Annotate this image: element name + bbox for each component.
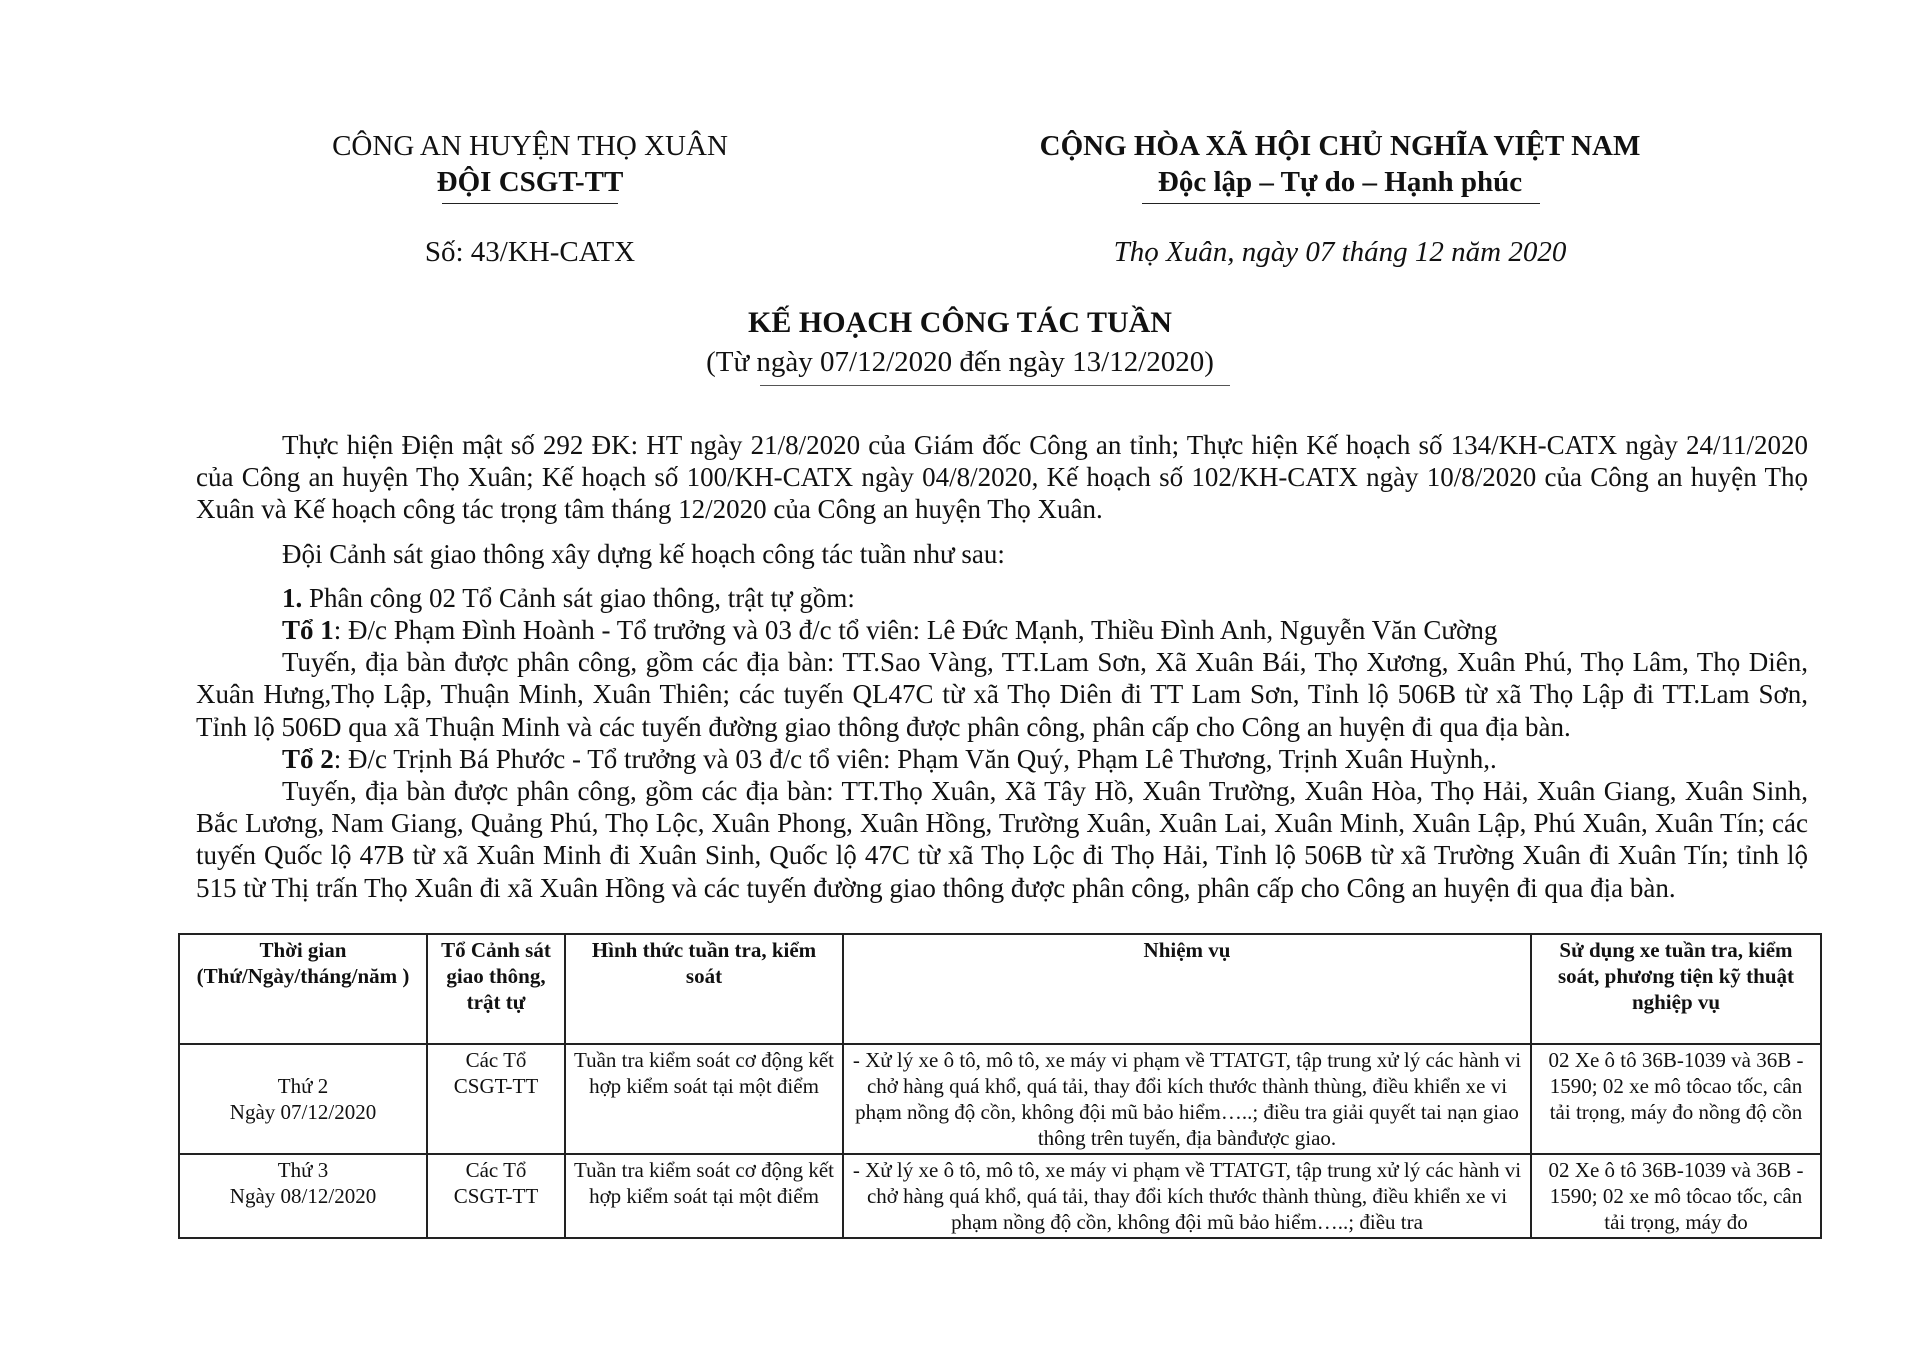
cell-day: Thứ 3 xyxy=(277,1158,329,1182)
unit-underline xyxy=(442,203,618,204)
cell-date: Ngày 07/12/2020 xyxy=(229,1100,377,1124)
header-form: Hình thức tuần tra, kiểm soát xyxy=(565,934,843,1044)
agency-name: CÔNG AN HUYỆN THỌ XUÂN xyxy=(332,130,728,162)
cell-time xyxy=(179,1044,427,1154)
table-row xyxy=(179,1044,1821,1154)
document-number: Số: 43/KH-CATX xyxy=(424,236,636,268)
nation-motto: Độc lập – Tự do – Hạnh phúc xyxy=(1157,166,1523,198)
team-1-line xyxy=(196,614,1808,646)
team-1-area: Tuyến, địa bàn được phân công, gồm các địa bàn: TT.Sao Vàng, TT.Lam Sơn, Xã Xuân Bái, Thọ Xương, Xuân Phú, Thọ Lâm, Thọ Diên, Xuân Hưng,Thọ Lập, Thuận Minh, Xuân Thiên; các tuyến QL47C từ xã Thọ Diên đi TT Lam Sơn, Tỉnh lộ 506B từ xã Thọ Lập đi TT.Lam Sơn, Tỉnh lộ 506D qua xã Thuận Minh và các tuyến đường giao thông được phân công, phân cấp cho Công an huyện đi qua địa bàn. xyxy=(196,647,1808,742)
cell-team: Các Tổ CSGT-TT xyxy=(427,1044,565,1154)
team-2-label: Tổ 2 xyxy=(282,743,334,774)
cell-day: Thứ 2 xyxy=(277,1074,329,1098)
table-row xyxy=(179,1154,1821,1238)
document-body xyxy=(196,429,1808,904)
cell-form: Tuần tra kiểm soát cơ động kết hợp kiểm soát tại một điểm xyxy=(565,1154,843,1238)
title-underline xyxy=(760,385,1230,386)
cell-vehicles: 02 Xe ô tô 36B-1039 và 36B - 1590; 02 xe mô tôcao tốc, cân tải trọng, máy đo nồng độ cồn xyxy=(1531,1044,1821,1154)
header-team: Tổ Cảnh sát giao thông, trật tự xyxy=(427,934,565,1044)
header-vehicles: Sử dụng xe tuần tra, kiểm soát, phương tiện kỹ thuật nghiệp vụ xyxy=(1531,934,1821,1044)
cell-date: Ngày 08/12/2020 xyxy=(229,1184,377,1208)
page-title: KẾ HOẠCH CÔNG TÁC TUẦN xyxy=(748,306,1172,339)
cell-task: - Xử lý xe ô tô, mô tô, xe máy vi phạm về TTATGT, tập trung xử lý các hành vi chở hàng quá khổ, quá tải, thay đổi kích thước thành thùng, điều khiển xe vi phạm nồng độ cồn, không đội mũ bảo hiểm…..; điều tra xyxy=(843,1154,1531,1238)
section-1-heading xyxy=(196,582,1808,614)
unit-name: ĐỘI CSGT-TT xyxy=(436,166,624,198)
lead-paragraph: Đội Cảnh sát giao thông xây dựng kế hoạch công tác tuần như sau: xyxy=(282,538,1005,569)
page-subtitle: (Từ ngày 07/12/2020 đến ngày 13/12/2020) xyxy=(706,346,1214,378)
cell-team: Các Tổ CSGT-TT xyxy=(427,1154,565,1238)
team-2-members: : Đ/c Trịnh Bá Phước - Tổ trưởng và 03 đ/c tổ viên: Phạm Văn Quý, Phạm Lê Thương, Trịnh Xuân Huỳnh,. xyxy=(333,743,1497,774)
cell-vehicles: 02 Xe ô tô 36B-1039 và 36B - 1590; 02 xe mô tôcao tốc, cân tải trọng, máy đo xyxy=(1531,1154,1821,1238)
header-time: Thời gian (Thứ/Ngày/tháng/năm ) xyxy=(179,934,427,1044)
weekly-plan-table xyxy=(178,933,1822,1239)
cell-time xyxy=(179,1154,427,1238)
motto-underline xyxy=(1142,203,1540,204)
team-2-area: Tuyến, địa bàn được phân công, gồm các địa bàn: TT.Thọ Xuân, Xã Tây Hồ, Xuân Trường, Xuân Hòa, Thọ Hải, Xuân Giang, Xuân Sinh, Bắc Lương, Nam Giang, Quảng Phú, Thọ Lộc, Xuân Phong, Xuân Hồng, Trường Xuân, Xuân Lai, Xuân Minh, Xuân Lập, Phú Xuân, Xuân Tín; các tuyến Quốc lộ 47B từ xã Xuân Minh đi Xuân Sinh, Quốc lộ 47C từ xã Thọ Lộc đi Thọ Hải, Tỉnh lộ 506B từ xã Trường Xuân đi Xuân Tín; tỉnh lộ 515 từ Thị trấn Thọ Xuân đi xã Xuân Hồng và các tuyến đường giao thông được phân công, phân cấp cho Công an huyện đi qua địa bàn. xyxy=(196,776,1808,903)
section-1-number: 1. xyxy=(282,582,303,613)
nation-title: CỘNG HÒA XÃ HỘI CHỦ NGHĨA VIỆT NAM xyxy=(1039,130,1641,162)
team-1-members: : Đ/c Phạm Đình Hoành - Tổ trưởng và 03 đ/c tổ viên: Lê Đức Mạnh, Thiều Đình Anh, Nguyễn Văn Cường xyxy=(333,615,1498,646)
team-1-label: Tổ 1 xyxy=(282,615,334,646)
header-task: Nhiệm vụ xyxy=(843,934,1531,1044)
intro-paragraph: Thực hiện Điện mật số 292 ĐK: HT ngày 21/8/2020 của Giám đốc Công an tỉnh; Thực hiện Kế hoạch số 134/KH-CATX ngày 24/11/2020 của Công an huyện Thọ Xuân; Kế hoạch số 100/KH-CATX ngày 04/8/2020, Kế hoạch số 102/KH-CATX ngày 10/8/2020 của Công an huyện Thọ Xuân và Kế hoạch công tác trọng tâm tháng 12/2020 của Công an huyện Thọ Xuân. xyxy=(196,430,1808,525)
cell-form: Tuần tra kiểm soát cơ động kết hợp kiểm soát tại một điểm xyxy=(565,1044,843,1154)
place-date: Thọ Xuân, ngày 07 tháng 12 năm 2020 xyxy=(1113,236,1567,268)
team-2-line xyxy=(196,743,1808,775)
table-header-row xyxy=(179,934,1821,1044)
section-1-text: Phân công 02 Tổ Cảnh sát giao thông, trật tự gồm: xyxy=(302,582,855,613)
cell-task: - Xử lý xe ô tô, mô tô, xe máy vi phạm về TTATGT, tập trung xử lý các hành vi chở hàng quá khổ, quá tải, thay đổi kích thước thành thùng, điều khiển xe vi phạm nồng độ cồn, không đội mũ bảo hiểm…..; điều tra giải quyết tai nạn giao thông trên tuyến, địa bànđược giao. xyxy=(843,1044,1531,1154)
